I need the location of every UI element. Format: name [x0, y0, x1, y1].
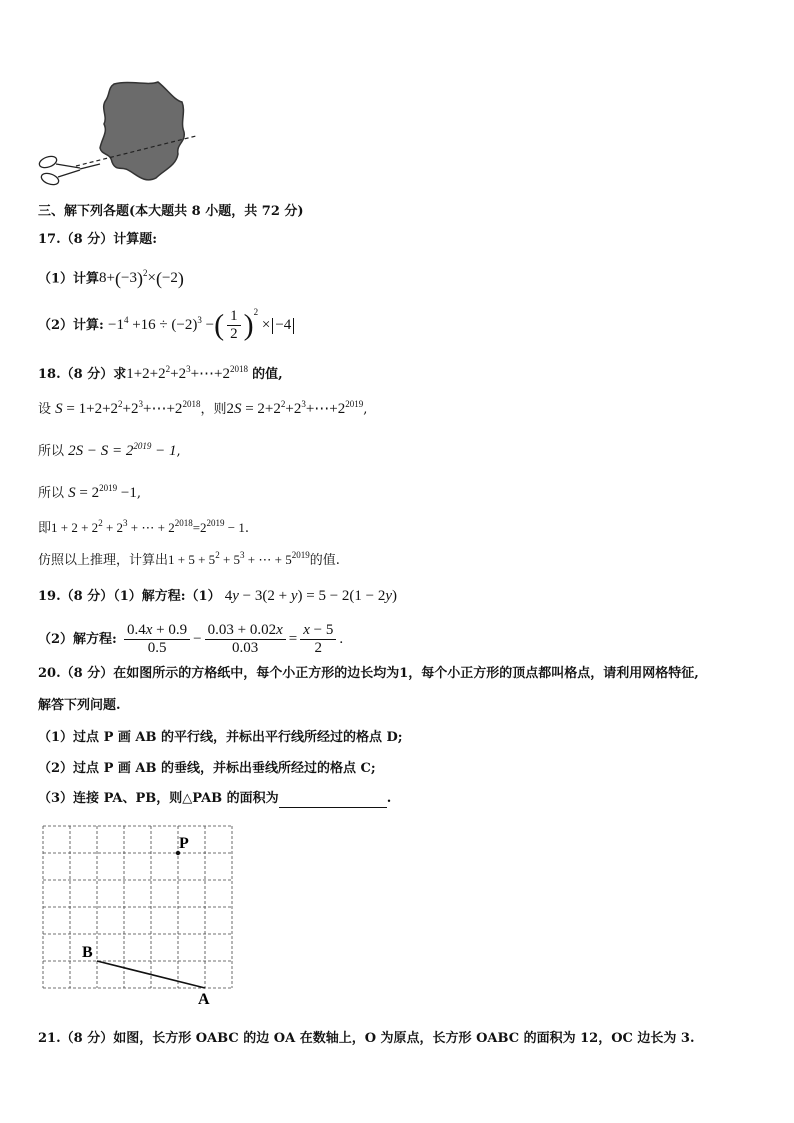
answer-blank [279, 794, 387, 808]
q17-part2-label: （2）计算: [38, 317, 104, 333]
q18-line2-text-a: 设 [38, 402, 52, 417]
q18-line6-expr: $1 + 5 + 5^2 + 5^3$ + ⋯ + $5^{2019}$ [168, 550, 310, 567]
q17-part1-label: （1）计算 [38, 271, 100, 287]
q18-line2-expr-b: $2S = 2+2^2+2^3+\cdots+2^{2019}$ [226, 399, 364, 417]
q17-part2 [38, 308, 296, 343]
q18-line5-expr: $1 + 2 + 2^2 + 2^3$ + ⋯ + $2^{2018}=2^{2019} - 1$ [51, 518, 245, 535]
q18-line4-expr: $S = 2^{2019} -1$ [68, 483, 137, 501]
q18-line2-text-b: ，则 [200, 402, 227, 417]
q19-heading [38, 587, 397, 606]
q18-line3-text: 所以 [38, 444, 65, 459]
q20-line2: 解答下列问题. [38, 698, 121, 713]
q19-head-label: 19.（8 分）（1）解方程:（1） [38, 589, 221, 604]
q18-line6-text-b: 的值. [309, 553, 340, 568]
section-title: 三、解下列各题(本大题共 8 小题，共 72 分) [38, 204, 304, 219]
q18-head-label: 18.（8 分）求 [38, 367, 127, 382]
q19-part2 [38, 622, 343, 657]
q18-line6 [38, 551, 340, 570]
label-b: B [82, 944, 93, 961]
q18-line4-text: 所以 [38, 486, 65, 501]
leaf-shape [100, 82, 184, 180]
q18-line6-text-a: 仿照以上推理，计算出 [38, 553, 169, 568]
label-a: A [198, 991, 210, 1008]
scissors-icon [38, 154, 100, 187]
q20-part1: （1）过点 P 画 AB 的平行线，并标出平行线所经过的格点 D; [38, 730, 403, 745]
q18-line5-text: 即 [38, 521, 52, 536]
q19-part2-expr: $\frac{0.4x + 0.9}{0.5}$ − $\frac{0.03 + 0.02x}{0.03}$ = $\frac{x - 5}{2}$ . [121, 631, 343, 647]
q20-line1: 20.（8 分）在如图所示的方格纸中，每个小正方形的边长均为1，每个小正方形的顶点都叫格点，请利用网格特征, [38, 666, 699, 681]
q17-part2-expression: $-1^4 +16 \div (-2)^3$ −( $\frac{1}{2}$ )$^2$ × −4 [108, 317, 296, 333]
q18-line2: 设 $S = 1+2+2^2+2^3+\cdots+2^{2018}$，则$2S = 2+2^2+2^3+\cdots+2^{2019}$, [38, 399, 368, 417]
q19-part2-label: （2）解方程: [38, 631, 117, 647]
q17-part1 [38, 264, 184, 294]
q18-heading [38, 365, 283, 384]
q20-part3-text: （3）连接 PA、PB，则△PAB 的面积为 [38, 791, 279, 806]
grid-figure [36, 820, 246, 1010]
q18-line4: 所以 $S = 2^{2019} -1$, [38, 483, 141, 501]
q17-heading: 17.（8 分）计算题: [38, 232, 157, 247]
q18-line2-expr-a: $S = 1+2+2^2+2^3+\cdots+2^{2018}$ [55, 399, 201, 417]
q19-part1-expr: 4y − 3(2 + y) = 5 − 2(1 − 2y) [224, 588, 398, 604]
grid-lines [43, 826, 232, 988]
q18-line3: 所以 $2S - S = 2^{2019} - 1$, [38, 441, 181, 459]
q17-part1-expression: $8+(-3)^2\times(-2)$ [99, 268, 184, 289]
q20-part3-end: . [386, 791, 392, 806]
q20-part2: （2）过点 P 画 AB 的垂线，并标出垂线所经过的格点 C; [38, 761, 376, 776]
q18-head-expression: $1+2+2^2+2^3+\cdots+2^{2018}$ [126, 364, 249, 382]
q20-part3 [38, 790, 391, 808]
q18-line5: 即$1 + 2 + 2^2 + 2^3$ + ⋯ + $2^{2018}=2^{2019} - 1$. [38, 518, 250, 536]
label-p: P [179, 835, 189, 852]
q18-head-tail: 的值, [252, 367, 283, 382]
q18-line3-expr: $2S - S = 2^{2019} - 1$ [68, 441, 177, 459]
leaf-scissors-illustration [36, 78, 206, 198]
q21-line1: 21.（8 分）如图，长方形 OABC 的边 OA 在数轴上，O 为原点，长方形 OABC 的面积为 12，OC 边长为 3. [38, 1031, 695, 1046]
